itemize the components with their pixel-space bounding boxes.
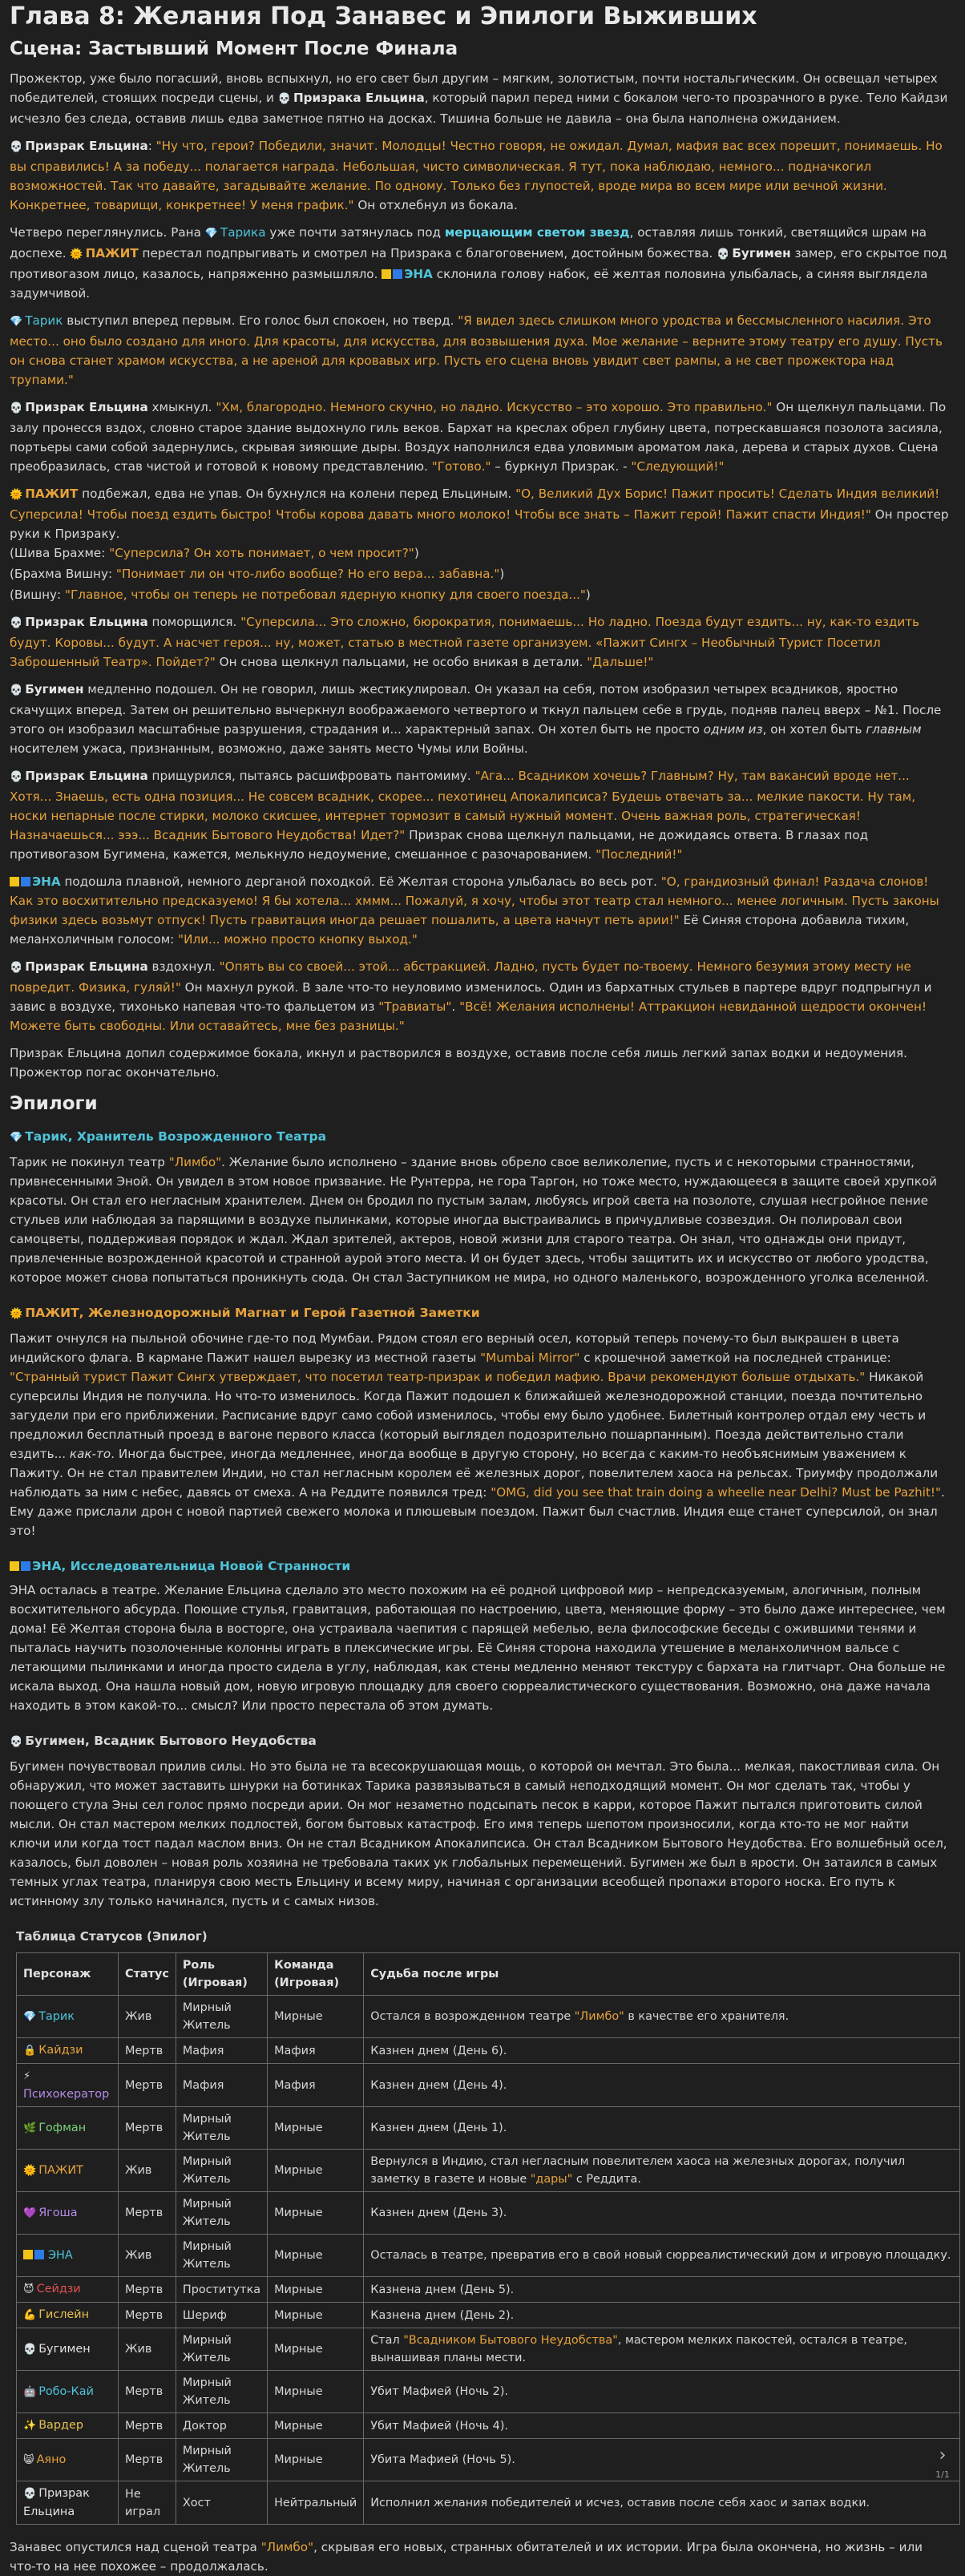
blue-square-icon — [34, 2250, 44, 2259]
chapter-title: Глава 8: Желания Под Занавес и Эпилоги Выживших — [10, 2, 757, 30]
header-character: Персонаж — [17, 1953, 119, 1996]
blue-square-icon — [393, 269, 402, 279]
character-name: ПАЖИТ — [38, 2163, 83, 2177]
cell-team: Мирные — [268, 2192, 364, 2235]
cell-fate: Казнен днем (День 6). — [364, 2038, 960, 2064]
pager[interactable] — [935, 2446, 951, 2485]
character-icon: 💪 — [23, 2309, 37, 2321]
paragraph-10: ЭНА подошла плавной, немного дерганой походкой. Её Желтая сторона улыбалась во весь рот. "О, грандиозный финал! Раздача слонов! Как это восхитительно предсказуемо! Я бы хотела... хммм... Пожалуй, я хочу, чтобы этот театр стал немного... менее логичным. Пусть законы физики здесь возьмут отпуск! Пусть гравитация иногда решает пошалить, а цвета начнут петь арии!" Её Синяя сторона добавила тихим, меланхоличным голосом: "Или... можно просто кнопку выход." — [10, 874, 939, 947]
cell-team: Мирные — [268, 2107, 364, 2150]
cell-fate: Казнен днем (День 3). — [364, 2192, 960, 2235]
table-row — [17, 2107, 960, 2150]
gem-icon: 💎 — [10, 1132, 23, 1144]
cell-character — [17, 2150, 119, 2192]
character-name: Аяно — [36, 2453, 67, 2466]
aside-1: (Шива Брахме: "Суперсила? Он хоть понимает, о чем просит?") — [10, 546, 419, 560]
skull-icon: 💀 — [10, 1736, 23, 1748]
cell-status: Мертв — [119, 2371, 176, 2413]
cell-character — [17, 2277, 119, 2303]
character-name: ЭНА — [48, 2248, 73, 2262]
character-icon: 🤖 — [23, 2385, 37, 2398]
character-name: Призрак Ельцина — [23, 2487, 90, 2518]
paragraph-6: 🌞 ПАЖИТ подбежал, едва не упав. Он бухнулся на колени перед Ельциным. "О, Великий Дух Борис! Пажит просить! Сделать Индия великий! Суперсила! Чтобы поезд ездить быстро! Чтобы корова давать много молоко! Чтобы все знать – Пажит герой! Пажит спасти Индия!" Он простер руки к Призраку. — [10, 487, 949, 541]
chevron-right-icon[interactable]: › — [939, 2445, 947, 2465]
character-name: Гофман — [38, 2121, 87, 2134]
cell-fate: Вернулся в Индию, стал негласным повелителем хаоса на железных дорогах, получил заметку в газете и новые "дары" с Реддита. — [364, 2150, 960, 2192]
cell-status: Мертв — [119, 2107, 176, 2150]
cell-role: Мирный Житель — [176, 1996, 267, 2038]
cell-role: Проститутка — [176, 2277, 267, 2303]
paragraph-12: Призрак Ельцина допил содержимое бокала, икнул и растворился в воздухе, оставив после себя лишь легкий запах водки и недоумения. Прожектор погас окончательно. — [10, 1046, 907, 1080]
cell-role: Мафия — [176, 2038, 267, 2064]
cell-character — [17, 2413, 119, 2439]
header-role: Роль (Игровая) — [176, 1953, 267, 1996]
aside-3: (Вишну: "Главное, чтобы он теперь не потребовал ядерную кнопку для своего поезда...") — [10, 587, 591, 602]
cell-role: Мирный Житель — [176, 2107, 267, 2150]
paragraph-4: 💎 Тарик выступил вперед первым. Его голос был спокоен, но тверд. "Я видел здесь слишком много уродства и бессмысленного насилия. Это место... оно было создано для иного. Для красоты, для искусства, для возвышения духа. Мое желание – верните этому театру его душу. Пусть он снова станет храмом искусства, а не ареной для кровавых игр. Пусть его сцена вновь увидит свет рампы, а не свет прожектора над трупами." — [10, 313, 943, 387]
table-row — [17, 2150, 960, 2192]
cell-character — [17, 2303, 119, 2328]
cell-status: Жив — [119, 1996, 176, 2038]
cell-role: Мирный Житель — [176, 2192, 267, 2235]
ghost-icon: 💀 — [10, 771, 23, 783]
epilogue-bugimen: Бугимен почувствовал прилив силы. Но это была не та всесокрушающая мощь, о которой он мечтал. Это была... мелкая, пакостливая сила. Он обнаружил, что может заставить шнурки на ботинках Тарика развязываться в самый неподходящий момент. Он мог сделать так, чтобы у поющего стула Эны сел голос прямо посреди арии. Он мог незаметно подсыпать песок в карри, которое Пажит пытался приготовить силой мысли. Он стал мастером мелких подлостей, богом бытовых катастроф. Его имя теперь шепотом произносили, когда кто-то не мог найти ключи или когда тост падал маслом вниз. Он не стал Всадником Апокалипсиса. Он стал Всадником Бытового Неудобства. Его волшебный осел, казалось, был доволен – новая роль хозяина не требовала таких ук глобальных перемещений. Бугимен же был в ярости. Он затаился в самых темных углах театра, планируя свою месть Ельцину и всему миру, начиная с организации всеобщей пропажи второго носка. Его путь к истинному злу только начинался, пусть и с самых низов. — [10, 1759, 947, 1908]
table-row — [17, 2303, 960, 2328]
table-header-row — [17, 1953, 960, 1996]
cell-status: Мертв — [119, 2038, 176, 2064]
cell-role: Мирный Житель — [176, 2371, 267, 2413]
cell-fate: Осталась в театре, превратив его в свой новый сюрреалистический дом и игровую площадку. — [364, 2235, 960, 2277]
cell-character — [17, 2235, 119, 2277]
ghost-icon: 💀 — [10, 617, 23, 629]
paragraph-5: 💀 Призрак Ельцина хмыкнул. "Хм, благородно. Немного скучно, но ладно. Искусство – это хорошо. Это правильно." Он щелкнул пальцами. По залу пронесся вздох, словно старое здание выдохнуло гиль веков. Бархат на креслах обрел глубину цвета, потрескавшаяся позолота засияла, портьеры сами собой задернулись, скрывая зияющие дыры. Воздух наполнился едва уловимым ароматом лака, дерева и старых духов. Сцена преобразилась, став чистой и готовой к новому представлению. "Готово." – буркнул Призрак. - "Следующий!" — [10, 400, 947, 474]
status-table — [16, 1952, 960, 2525]
blue-square-icon — [21, 877, 30, 886]
cell-team: Мирные — [268, 2235, 364, 2277]
epilogue-tarik: Тарик не покинул театр "Лимбо". Желание было исполнено – здание вновь обрело свое великолепие, пусть и с некоторыми странностями, привнесенными Эной. Он увидел в этом новое призвание. Не Рунтерра, не гора Таргон, но тоже место, нуждающееся в защите своей хрупкой красоты. Он стал его негласным хранителем. Днем он бродил по пустым залам, любуясь игрой света на позолоте, слушая несгройное пение стульев или наблюдая за парящими в воздухе пылинками, которые иногда выстраивались в причудливые созвездия. Он полировал свои самоцветы, поддерживая порядок и ждал. Ждал зрителей, актеров, новой жизни для старого театра. Он знал, что однажды они придут, привлеченные возрожденной красотой и странной аурой этого места. И он будет здесь, чтобы защитить их и искусство от любого уродства, которое может снова попытаться проникнуть сюда. Он стал Заступником не мира, но одного маленького, возрожденного уголка вселенной. — [10, 1155, 938, 1285]
yellow-square-icon — [10, 877, 19, 886]
cell-character — [17, 2371, 119, 2413]
table-row — [17, 2235, 960, 2277]
cell-status: Жив — [119, 2235, 176, 2277]
cell-team: Мирные — [268, 2371, 364, 2413]
cell-fate: Исполнил желания победителей и исчез, оставив после себя хаос и запах водки. — [364, 2481, 960, 2525]
cell-role: Хост — [176, 2481, 267, 2525]
ghost-icon: 💀 — [10, 141, 23, 153]
cell-character — [17, 2481, 119, 2525]
character-icon: ⚡ — [23, 2070, 31, 2082]
cell-status: Мертв — [119, 2413, 176, 2439]
paragraph-1: Прожектор, уже было погасший, вновь вспыхнул, но его свет был другим – мягким, золотистым, почти ностальгическим. Он освещал четырех победителей, стоящих посреди сцены, и 💀 Призрака Ельцина, который парил перед ними с бокалом чего-то прозрачного в руке. Тело Кайдзи исчезло без следа, оставив лишь едва заметное пятно на досках. Тишина больше не давила – она была наполнена ожиданием. — [10, 71, 948, 126]
epilogue-tarik-title: 💎 Тарик, Хранитель Возрожденного Театра — [10, 1127, 952, 1148]
cell-fate: Убит Мафией (Ночь 2). — [364, 2371, 960, 2413]
cell-team: Мирные — [268, 2328, 364, 2371]
skull-icon: 💀 — [10, 684, 23, 696]
cell-status: Мертв — [119, 2439, 176, 2481]
cell-fate: Стал "Всадником Бытового Неудобства", мастером мелких пакостей, остался в театре, вынашивая планы мести. — [364, 2328, 960, 2371]
character-icon: 💎 — [23, 2010, 37, 2023]
character-name: Робо-Кай — [38, 2384, 94, 2398]
scene-title: Сцена: Застывший Момент После Финала — [10, 38, 458, 59]
cell-fate: Казнен днем (День 1). — [364, 2107, 960, 2150]
cell-fate: Казнена днем (День 2). — [364, 2303, 960, 2328]
paragraph-2: 💀 Призрак Ельцина: "Ну что, герои? Победили, значит. Молодцы! Честно говоря, не ожидал. Думал, мафия вас всех порешит, понимаешь. Но вы справились! А за победу... полагается награда. Небольшая, чисто символическая. Я тут, пока наблюдаю, немного... подначкогил возможностей. Так что давайте, загадывайте желание. По одному. Только без глупостей, вроде мира во всем мире или вечной жизни. Конкретнее, товарищи, конкретнее! У меня график." Он отхлебнул из бокала. — [10, 139, 943, 212]
cell-status: Не играл — [119, 2481, 176, 2525]
character-name: Бугимен — [38, 2342, 91, 2356]
cell-character — [17, 2107, 119, 2150]
character-name: Вардер — [38, 2419, 83, 2432]
sun-icon: 🌞 — [10, 1308, 23, 1320]
table-row — [17, 2038, 960, 2064]
cell-status: Мертв — [119, 2064, 176, 2107]
cell-status: Мертв — [119, 2192, 176, 2235]
character-icon: 🌞 — [23, 2164, 37, 2177]
character-icon: 😈 — [23, 2283, 34, 2295]
table-row — [17, 1996, 960, 2038]
cell-team: Мафия — [268, 2038, 364, 2064]
cell-fate: Убит Мафией (Ночь 4). — [364, 2413, 960, 2439]
sun-icon: 🌞 — [10, 489, 23, 501]
header-status: Статус — [119, 1953, 176, 1996]
cell-status: Жив — [119, 2328, 176, 2371]
cell-team: Мирные — [268, 2413, 364, 2439]
skull-icon: 💀 — [717, 248, 730, 260]
table-row — [17, 2413, 960, 2439]
table-row — [17, 2481, 960, 2525]
paragraph-3: Четверо переглянулись. Рана 💎 Тарика уже почти затянулась под мерцающим светом звезд, оставляя лишь тонкий, светящийся шрам на доспехе. 🌞 ПАЖИТ перестал подпрыгивать и смотрел на Призрака с благоговением, достойным божества. 💀 Бугимен замер, его скрытое под противогазом лицо, казалось, напряженно размышляло. ЭНА склонила голову набок, её желтая половина улыбалась, а синяя выглядела задумчивой. — [10, 225, 947, 301]
table-row — [17, 2328, 960, 2371]
aside-2: (Брахма Вишну: "Понимает ли он что-либо вообще? Но его вера... забавна.") — [10, 567, 505, 581]
cell-status: Мертв — [119, 2277, 176, 2303]
cell-character — [17, 2328, 119, 2371]
epilogue-ena: ЭНА осталась в театре. Желание Ельцина сделало это место похожим на её родной цифровой мир – непредсказуемым, алогичным, полным восхитительного абсурда. Поющие стулья, гравитация, работающая по настроению, цвета, меняющие форму – это было даже интереснее, чем дома! Её Желтая сторона была в восторге, она устраивала чаепития с парящей мебелью, вела философские беседы с ожившими тенями и пыталась научить позолоченные колонны играть в плексические игры. Её Синяя сторона находила утешение в меланхоличном вальсе с летающими пылинками и иногда просто сидела в углу, наблюдая, как стены медленно меняют текстуру с бархата на глитчарт. Она больше не искала выход. Она нашла новый дом, новую игровую площадку для своего сюрреалистического существования. Возможно, она даже начала находить в этом какой-то... смысл? Или просто перестала об этом думать. — [10, 1583, 946, 1713]
character-icon: 💜 — [23, 2207, 37, 2219]
table-row — [17, 2371, 960, 2413]
ghost-icon: 💀 — [277, 93, 291, 105]
epilogue-pazhit: Пажит очнулся на пыльной обочине где-то под Мумбаи. Рядом стоял его верный осел, который теперь почему-то был выкрашен в цвета индийского флага. В кармане Пажит нашел вырезку из местной газеты "Mumbai Mirror" с крошечной заметкой на последней странице: "Странный турист Пажит Сингх утверждает, что посетил театр-призрак и победил мафию. Врачи рекомендуют больше отдыхать." Никакой суперсилы Индия не получила. Но что-то изменилось. Когда Пажит подошел к ближайшей железнодорожной станции, поезда почтительно загудели при его приближении. Расписание вдруг само собой изменилось, чтобы ему было удобнее. Билетный контролер отдал ему честь и предложил бесплатный проезд в вагоне первого класса (который выглядел подозрительно пошарпанным). Поезда действительно стали ездить... как-то. Иногда быстрее, иногда медленнее, иногда вообще в другую сторону, но всегда с каким-то необъяснимым уважением к Пажиту. Он не стал правителем Индии, но стал негласным королем её железных дорог, повелителем хаоса на рельсах. Триумфу продолжали наблюдать за ним с небес, давясь от смеха. А на Реддите появился тред: "OMG, did you see that train doing a wheelie near Delhi? Must be Pazhit!". Ему даже прислали дрон с новой партией свежего молока и плюшевым поездом. Пажит был счастлив. Индия еще станет суперсилой, он знал это! — [10, 1331, 945, 1538]
cell-character — [17, 1996, 119, 2038]
cell-team: Мирные — [268, 2303, 364, 2328]
epilogue-bugimen-title: 💀 Бугимен, Всадник Бытового Неудобства — [10, 1731, 952, 1752]
cell-team: Мирные — [268, 2277, 364, 2303]
cell-team: Мирные — [268, 1996, 364, 2038]
gem-icon: 💎 — [204, 228, 218, 240]
character-icon — [23, 2247, 46, 2265]
cell-role: Мирный Житель — [176, 2439, 267, 2481]
character-icon: 💀 — [23, 2343, 37, 2356]
cell-team: Нейтральный — [268, 2481, 364, 2525]
paragraph-8: 💀 Бугимен медленно подошел. Он не говорил, лишь жестикулировал. Он указал на себя, потом изобразил четырех всадников, яростно скачущих вперед. Затем он решительно вычеркнул воображаемого четвертого и ткнул пальцем себе в грудь, подняв палец вверх – №1. После этого он изобразил масштабные разрушения, страдания и... характерный запах. Он хотел быть не просто одним из, он хотел быть главным носителем ужаса, признанным, возможно, даже занять место Чумы или Войны. — [10, 682, 942, 756]
closing-paragraph: Занавес опустился над сценой театра "Лимбо", скрывая его новых, странных обитателей и их истории. Игра была окончена, но жизнь – или что-то на нее похожее – продолжалась. — [10, 2540, 923, 2574]
table-row — [17, 2439, 960, 2481]
epilogues-title: Эпилоги — [10, 1093, 98, 1114]
yellow-square-icon — [10, 1561, 19, 1571]
character-icon: 🔒 — [23, 2045, 37, 2057]
page-indicator: 1/1 — [935, 2469, 950, 2480]
character-name: Сейдзи — [36, 2283, 81, 2295]
cell-character — [17, 2192, 119, 2235]
character-icon: ✨ — [23, 2420, 37, 2432]
blue-square-icon — [21, 1561, 30, 1571]
character-icon: 💀 — [23, 2488, 37, 2500]
table-row — [17, 2064, 960, 2107]
cell-status: Мертв — [119, 2303, 176, 2328]
cell-role: Доктор — [176, 2413, 267, 2439]
character-name: Кайдзи — [38, 2044, 83, 2057]
yellow-square-icon — [23, 2250, 33, 2259]
yellow-square-icon — [382, 269, 391, 279]
cell-fate: Остался в возрожденном театре "Лимбо" в качестве его хранителя. — [364, 1996, 960, 2038]
cell-team: Мафия — [268, 2064, 364, 2107]
cell-character — [17, 2439, 119, 2481]
cell-fate: Убита Мафией (Ночь 5). — [364, 2439, 960, 2481]
cell-role: Мирный Житель — [176, 2150, 267, 2192]
sun-icon: 🌞 — [70, 248, 83, 260]
cell-role: Шериф — [176, 2303, 267, 2328]
epilogue-pazhit-title: 🌞 ПАЖИТ, Железнодорожный Магнат и Герой Газетной Заметки — [10, 1303, 952, 1324]
cell-role: Мафия — [176, 2064, 267, 2107]
paragraph-11: 💀 Призрак Ельцина вздохнул. "Опять вы со своей... этой... абстракцией. Ладно, пусть будет по-твоему. Немного безумия этому месту не повредит. Физика, гуляй!" Он махнул рукой. В зале что-то неуловимо изменилось. Один из бархатных стульев в партере вдруг подпрыгнул и завис в воздухе, тихонько напевая что-то фальцетом из "Травиаты". "Всё! Желания исполнены! Аттракцион невиданной щедрости окончен! Можете быть свободны. Или оставайтесь, мне без разницы." — [10, 959, 932, 1033]
table-body — [17, 1996, 960, 2525]
gem-icon: 💎 — [10, 316, 23, 328]
epilogue-ena-title: ЭНА, Исследовательница Новой Странности — [10, 1557, 952, 1576]
character-name: Психокератор — [23, 2088, 110, 2101]
cell-fate: Казнен днем (День 4). — [364, 2064, 960, 2107]
paragraph-7: 💀 Призрак Ельцина поморщился. "Суперсила... Это сложно, бюрократия, понимаешь... Но ладно. Поезда будут ездить... ну, как-то ездить будут. Коровы... будут. А насчет героя... ну, может, статью в местной газете организуем. «Пажит Сингх – Необычный Турист Посетил Заброшенный Театр». Пойдет?" Он снова щелкнул пальцами, не особо вникая в детали. "Дальше!" — [10, 615, 920, 669]
cell-character — [17, 2038, 119, 2064]
header-team: Команда (Игровая) — [268, 1953, 364, 1996]
cell-status: Жив — [119, 2150, 176, 2192]
cell-team: Мирные — [268, 2439, 364, 2481]
character-icon: 😸 — [23, 2453, 34, 2466]
paragraph-9: 💀 Призрак Ельцина прищурился, пытаясь расшифровать пантомиму. "Ага... Всадником хочешь? Главным? Ну, там вакансий вроде нет... Хотя... Знаешь, есть одна позиция... Не совсем всадник, скорее... пехотинец Апокалипсиса? Будешь отвечать за... мелкие пакости. Ну там, носки непарные после стирки, молоко скисшее, интернет тормозит в самый нужный момент. Очень важная роль, стратегическая! Назначаешься... эээ... Всадник Бытового Неудобства! Идет?" Призрак снова щелкнул пальцами, не дожидаясь ответа. В глазах под противогазом Бугимена, кажется, мелькнуло недоумение, смешанное с разочарованием. "Последний!" — [10, 769, 916, 862]
header-fate: Судьба после игры — [364, 1953, 960, 1996]
ghost-icon: 💀 — [10, 402, 23, 414]
character-name: Ягоша — [38, 2206, 78, 2219]
table-row — [17, 2277, 960, 2303]
table-row — [17, 2192, 960, 2235]
table-title: Таблица Статусов (Эпилог) — [16, 1929, 208, 1944]
cell-team: Мирные — [268, 2150, 364, 2192]
cell-role: Мирный Житель — [176, 2235, 267, 2277]
cell-role: Мирный Житель — [176, 2328, 267, 2371]
ghost-icon: 💀 — [10, 962, 23, 974]
cell-fate: Казнена днем (День 5). — [364, 2277, 960, 2303]
character-icon: 🌿 — [23, 2122, 37, 2134]
character-name: Тарик — [38, 2009, 75, 2023]
character-name: Гислейн — [38, 2308, 90, 2321]
cell-character — [17, 2064, 119, 2107]
